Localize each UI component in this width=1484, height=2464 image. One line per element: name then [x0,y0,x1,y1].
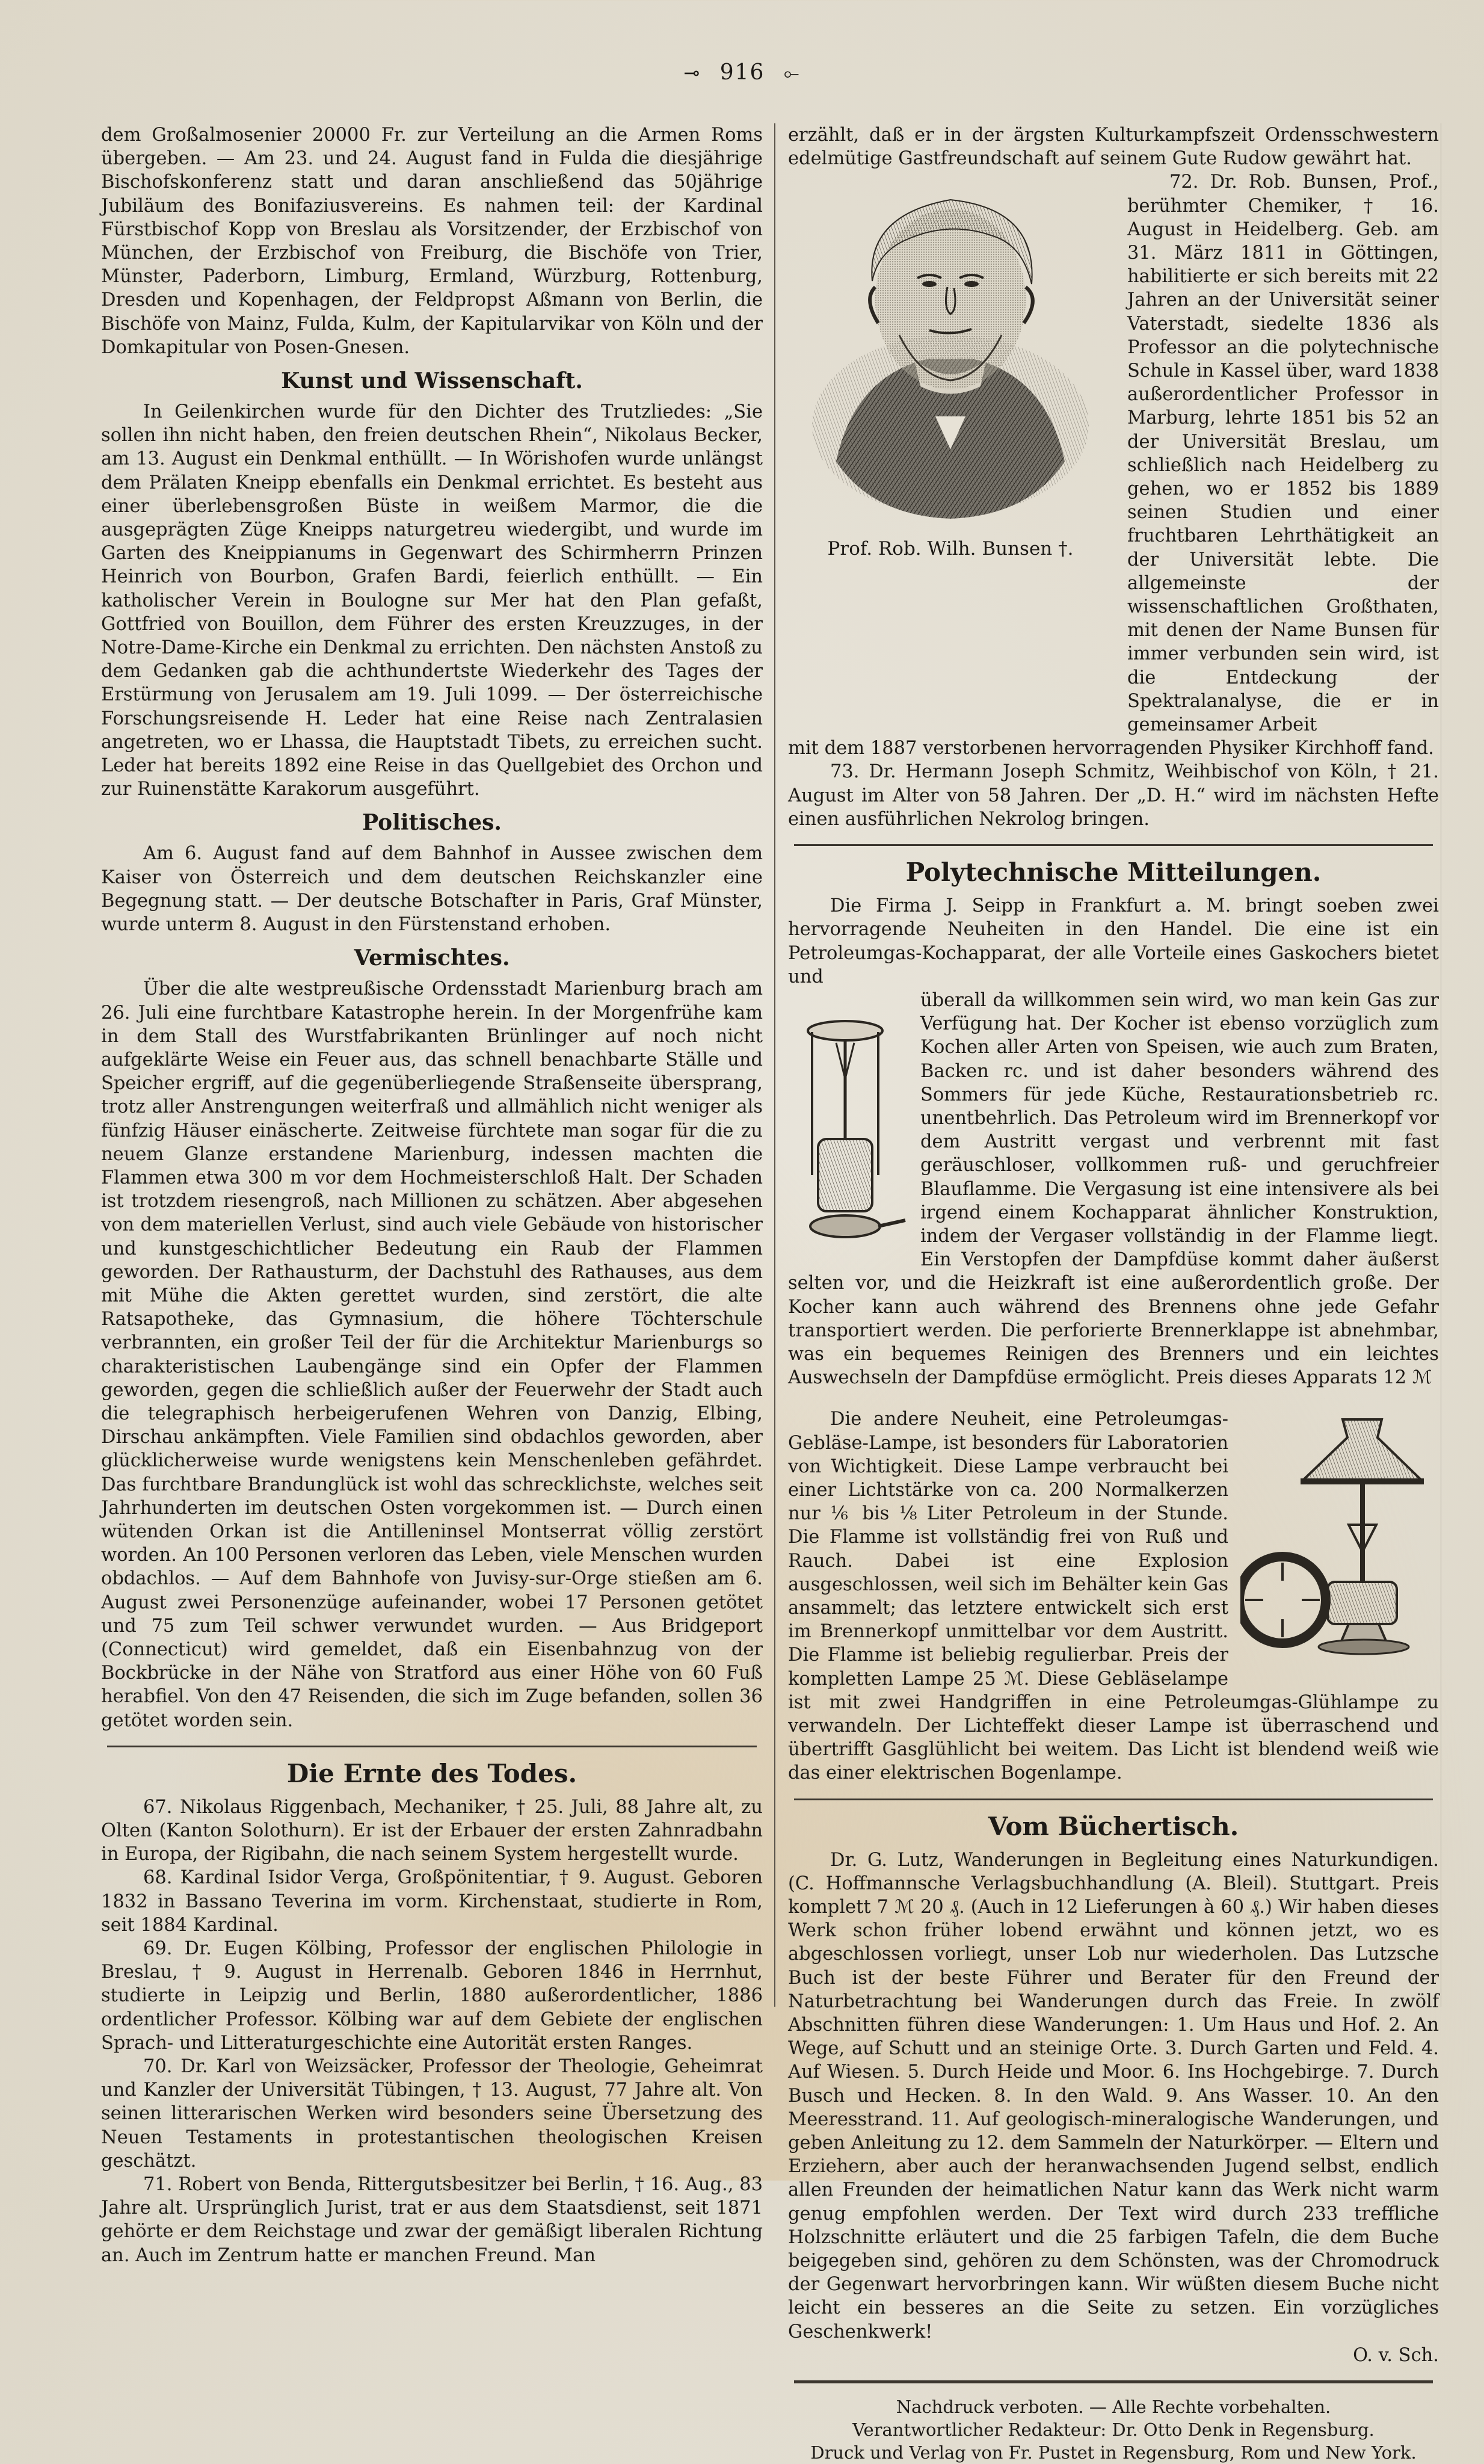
paragraph-vermischtes: Über die alte westpreußische Ordensstadt Marienburg brach am 26. Juli eine furchtbare Katastrophe herein. In der Morgenfrühe kam in dem Stall des Wurstfabrikanten Brünlinger auf noch nicht aufgeklärte Weise ein Feuer aus, das schnell benachbarte Ställe und Speicher ergriff, auf die gegenüberliegende Straßenseite übersprang, trotz aller Anstrengungen weiterfraß und allmählich nicht weniger als fünfzig Häuser einäscherte. Zeitweise fürchtete man sogar für die zu neuem Glanze erstandene Marienburg, indessen machten die Flammen etwa 300 m vor dem Hochmeisterschloß Halt. Der Schaden ist trotzdem riesengroß, nach Millionen zu schätzen. Aber abgesehen von dem materiellen Verlust, sind auch viele Gebäude von historischer und kunstgeschichtlicher Bedeutung ein Raub der Flammen geworden. Der Rathausturm, der Dachstuhl des Rathauses, aus dem mit Mühe die Akten gerettet wurden, sind zerstört, die alte Ratsapotheke, das Gymnasium, die höhere Töchterschule verbrannten, ein großer Teil der für die Architektur Marienburgs so charakteristischen Laubengänge sind ein Opfer der Flammen geworden, gegen die schließlich außer der Feuerwehr der Stadt auch die telegraphisch herbeigerufenen Wehren von Danzig, Elbing, Dirschau ankämpften. Viele Familien sind obdachlos geworden, aber glücklicherweise wurde wenigstens kein Menschenleben gefährdet. Das furchtbare Brandunglück ist wohl das schrecklichste, welches seit Jahrhunderten im deutschen Osten vorgekommen ist. — Durch einen wütenden Orkan ist die Antilleninsel Montserrat völlig zerstört worden. An 100 Personen verloren das Leben, viele Menschen wurden obdachlos. — Auf dem Bahnhofe von Juvisy-sur-Orge stießen am 6. August zwei Personenzüge aufeinander, wobei 17 Personen getötet und 75 zum Teil schwer verwundet wurden. — Aus Bridgeport (Connecticut) wird gemeldet, daß ein Eisenbahnzug von der Bockbrücke in der Nähe von Stratford aus einer Höhe von 60 Fuß herabfiel. Von den 47 Reisenden, die sich im Zuge befanden, sollen 36 getötet worden sein. [101,978,763,1731]
section-divider-polytech [794,844,1433,846]
left-column [101,123,763,2267]
review-signature: O. v. Sch. [1353,2344,1439,2366]
obituary-73: 73. Dr. Hermann Joseph Schmitz, Weihbischof von Köln, † 21. August im Alter von 58 Jahren. Der „D. H.“ wird im nächsten Hefte einen ausführlichen Nekrolog bringen. [788,761,1439,830]
section-heading-polytech: Polytechnische Mitteilungen. [905,857,1322,888]
ornament-left-icon: ⊸ [683,61,701,84]
obituary-69: 69. Dr. Eugen Kölbing, Professor der englischen Philologie in Breslau, † 9. August in Herrenalb. Geboren 1846 in Herrnhut, studierte in Leipzig und Berlin, 1880 außerordentlicher, 1886 ordentlicher Professor. Kölbing war auf dem Gebiete der englischen Sprach- und Litteraturgeschichte eine Autorität ersten Ranges. [101,1938,763,2054]
paragraph-politisches: Am 6. August fand auf dem Bahnhof in Aussee zwischen dem Kaiser von Österreich und dem deutschen Reichskanzler eine Begegnung statt. — Der deutsche Botschafter in Paris, Graf Münster, wurde unterm 8. August in den Fürstenstand erhoben. [101,843,763,936]
imprint [788,2395,1439,2464]
books-block [788,1848,1439,2367]
obituary-67: 67. Nikolaus Riggenbach, Mechaniker, † 25. Juli, 88 Jahre alt, zu Olten (Kanton Solothurn). Er ist der Erbauer der ersten Zahnradbahn in Europa, der Rigibahn, die nach seinem System hergestellt wurde. [101,1796,763,1865]
polytech-block [788,894,1439,1389]
page-number: 916 [719,60,765,85]
obituary-71: 71. Robert von Benda, Rittergutsbesitzer bei Berlin, † 16. Aug., 83 Jahre alt. Ursprünglich Jurist, trat er aus dem Staatsdienst, seit 1871 gehörte er dem Reichstage und zwar der gemäßigt liberalen Richtung an. Auch im Zentrum hatte er manchen Freund. Man [101,2174,763,2266]
obituary-72-end: mit dem 1887 verstorbenen hervorragenden Physiker Kirchhoff fand. [788,738,1434,759]
obituary-70: 70. Dr. Karl von Weizsäcker, Professor der Theologie, Geheimrat und Kanzler der Universität Tübingen, † 13. August, 77 Jahre alt. Von seinen litterarischen Werken wird besonders seine Übersetzung des Neuen Testaments in protestantischen theologischen Kreisen geschätzt. [101,2056,763,2172]
imprint-editor: Verantwortlicher Redakteur: Dr. Otto Denk in Regensburg. [852,2419,1375,2441]
imprint-divider [794,2380,1433,2383]
page-header [0,60,1484,85]
right-column [788,123,1439,2464]
portrait-figure [788,170,1113,736]
lamp-illustration [1240,1407,1439,1666]
obituary-68: 68. Kardinal Isidor Verga, Großpönitentiar, † 9. August. Geboren 1832 in Bassano Teverina im vorm. Kirchenstaat, studierte in Rom, seit 1884 Kardinal. [101,1867,763,1936]
ornament-right-icon: ⟜ [783,61,801,84]
portrait-bunsen-image [800,179,1101,534]
paragraph-kunst: In Geilenkirchen wurde für den Dichter des Trutzliedes: „Sie sollen ihn nicht haben, den freien deutschen Rhein“, Nikolaus Becker, am 13. August ein Denkmal enthüllt. — In Wörishofen wurde unlängst dem Prälaten Kneipp ebenfalls ein Denkmal errichtet. Es besteht aus einer überlebensgroßen Büste in weißem Marmor, die die ausgeprägten Züge Kneipps naturgetreu wiedergibt, und wurde im Garten des Kneippianums in Gegenwart des Schirmherrn Prinzen Heinrich von Bourbon, Grafen Bardi, feierlich enthüllt. — Ein katholischer Verein in Boulogne sur Mer hat den Plan gefaßt, Gottfried von Bouillon, dem Führer des ersten Kreuzzuges, in der Notre-Dame-Kirche ein Denkmal zu errichten. Den nächsten Anstoß zu dem Gedanken gab die achthundertste Wiederkehr des Tages der Erstürmung von Jerusalem am 19. Juli 1099. — Der österreichische Forschungsreisende H. Leder hat eine Reise nach Zentralasien angetreten, wo er Lhassa, die Hauptstadt Tibets, zu erreichen sucht. Leder hat bereits 1892 eine Reise in das Quellgebiet des Orchon und zur Ruinenstätte Karakorum ausgeführt. [101,401,763,800]
obituary-72: 72. Dr. Rob. Bunsen, Prof., berühmter Chemiker, † 16. August in Heidelberg. Geb. am 31. März 1811 in Göttingen, habilitierte er sich bereits mit 22 Jahren an der Universität seiner Vaterstadt, siedelte 1836 als Professor an die polytechnische Schule in Kassel über, ward 1838 außerordentlicher Professor in Marburg, lehrte 1851 bis 52 an der Universität Breslau, um schließlich nach Heidelberg zu gehen, wo er 1852 bis 1889 seinen Studien und einer fruchtbaren Lehrthätigkeit an der Universität lebte. Die allgemeinste der wissenschaftlichen Großthaten, mit denen der Name Bunsen für immer verbunden sein wird, ist die Entdeckung der Spektralanalyse, die er in gemeinsamer Arbeit [1127,171,1439,736]
section-heading-kunst: Kunst und Wissenschaft. [281,368,583,394]
imprint-rights: Nachdruck verboten. — Alle Rechte vorbehalten. [896,2397,1331,2418]
intro-paragraph: dem Großalmosenier 20000 Fr. zur Verteilung an die Armen Roms übergeben. — Am 23. und 24. August fand in Fulda die diesjährige Bischofskonferenz statt und daran anschließend das 50jährige Jubiläum des Bonifaziusvereins. Es nahmen teil: der Kardinal Fürstbischof Kopp von Breslau als Vorsitzender, der Erzbischof von München, der Erzbischof von Freiburg, die Bischöfe von Trier, Münster, Paderborn, Limburg, Ermland, Würzburg, Rottenburg, Dresden und Kopenhagen, der Feldpropst Aßmann von Berlin, die Bischöfe von Mainz, Fulda, Kulm, der Kapitularvikar von Köln und der Domkapitular von Posen-Gnesen. [101,125,763,358]
portrait-block [788,170,1439,736]
section-heading-ernte: Die Ernte des Todes. [286,1758,577,1788]
section-divider-books [794,1799,1433,1800]
section-divider [107,1746,757,1747]
books-review: Dr. G. Lutz, Wanderungen in Begleitung eines Naturkundigen. (C. Hoffmannsche Verlagsbuchhandlung (A. Bleil). Stuttgart. Preis komplett 7 ℳ 20 ₰. (Auch in 12 Lieferungen à 60 ₰.) Wir haben dieses Werk schon früher lobend erwähnt und können jetzt, wo es abgeschlossen vorliegt, unser Lob nur wiederholen. Das Lutzsche Buch ist der beste Führer und Berater für den Freund der Naturbetrachtung bei Wanderungen durch das Freie. In zwölf Abschnitten führen diese Wanderungen: 1. Um Haus und Hof. 2. An Wege, auf Schutt und an steinige Orte. 3. Durch Garten und Feld. 4. Auf Wiesen. 5. Durch Heide und Moor. 6. Ins Hochgebirge. 7. Durch Busch und Hecken. 8. In den Wald. 9. Ans Wasser. 10. An den Meeresstrand. 11. Auf geologisch-mineralogische Wanderungen, und geben Anleitung zu 12. dem Sammeln der Naturkörper. — Eltern und Erziehern, aber auch der heranwachsenden Jugend selbst, endlich allen Freunden der heimatlichen Natur kann das Werk nicht warm genug empfohlen werden. Der Text wird durch 233 treffliche Holzschnitte erläutert und die 25 farbigen Tafeln, die dem Buche beigegeben sind, gehören zu dem Schönsten, was der Chromodruck der Gegenwart hervorbringen kann. Wir wüßten diesem Buche nicht leicht ein besseres an die Seite zu setzen. Ein vorzügliches Geschenkwerk! [788,1849,1439,2342]
polytech-lamp-text: Die andere Neuheit, eine Petroleumgas-Gebläse-Lampe, ist besonders für Laboratorien von Wichtigkeit. Diese Lampe verbraucht bei einer Lichtstärke von ca. 200 Normalkerzen nur ⅙ bis ⅛ Liter Petroleum in der Stunde. Die Flamme ist vollständig frei von Ruß und Rauch. Dabei ist eine Explosion ausgeschlossen, weil sich im Behälter kein Gas ansammelt; das letztere entwickelt sich erst im Brennerkopf unmittelbar vor dem Austritt. Die Flamme ist beliebig regulierbar. Preis der kompletten Lampe 25 ℳ. Diese Gebläselampe ist mit zwei Handgriffen in eine Petroleumgas-Glühlampe zu verwandeln. Der Lichteffekt dieser Lampe ist überraschend und übertrifft Gasglühlicht bei weitem. Das Licht ist blendend weiß wie das einer elektrischen Bogenlampe. [788,1409,1439,1784]
polytech-intro: Die Firma J. Seipp in Frankfurt a. M. bringt soeben zwei hervorragende Neuheiten in den Handel. Die eine ist ein Petroleumgas-Kochapparat, der alle Vorteile eines Gaskochers bietet und [788,895,1439,987]
polytech-lamp-block [788,1407,1439,1785]
section-heading-politisches: Politisches. [362,810,502,836]
continuation-paragraph: erzählt, daß er in der ärgsten Kulturkampfszeit Ordensschwestern edelmütige Gastfreundschaft auf seinem Gute Rudow gewährt hat. [788,125,1439,170]
column-divider [774,123,775,2007]
polytech-stove-text: überall da willkommen sein wird, wo man kein Gas zur Verfügung hat. Der Kocher ist ebenso vorzüglich zum Kochen aller Arten von Speisen, wie auch zum Braten, Backen rc. und ist daher besonders während des Sommers für jede Küche, Restaurationsbetrieb rc. unentbehrlich. Das Petroleum wird im Brennerkopf vor dem Austritt vergast und verbrennt mit fast geräuschloser, vollkommen ruß- und geruchfreier Blauflamme. Die Vergasung ist eine intensivere als bei irgend einem Kochapparat ähnlicher Konstruktion, indem der Vergaser vollständig in der Flamme liegt. Ein Verstopfen der Dampfdüse kommt daher äußerst selten vor, und die Heizkraft ist eine außerordentlich große. Der Kocher kann auch während des Brennens ohne jede Gefahr transportiert werden. Die perforierte Brennerklappe ist abnehmbar, was ein bequemes Reinigen des Brenners und ein leichtes Auswechseln der Dampfdüse ermöglicht. Preis dieses Apparats 12 ℳ [788,989,1439,1389]
imprint-publisher: Druck und Verlag von Fr. Pustet in Regensburg, Rom und New York. [810,2442,1417,2463]
section-heading-books: Vom Büchertisch. [988,1811,1239,1841]
portrait-caption: Prof. Rob. Wilh. Bunsen †. [827,538,1074,560]
section-heading-vermischtes: Vermischtes. [354,945,510,971]
stove-illustration [788,989,908,1247]
